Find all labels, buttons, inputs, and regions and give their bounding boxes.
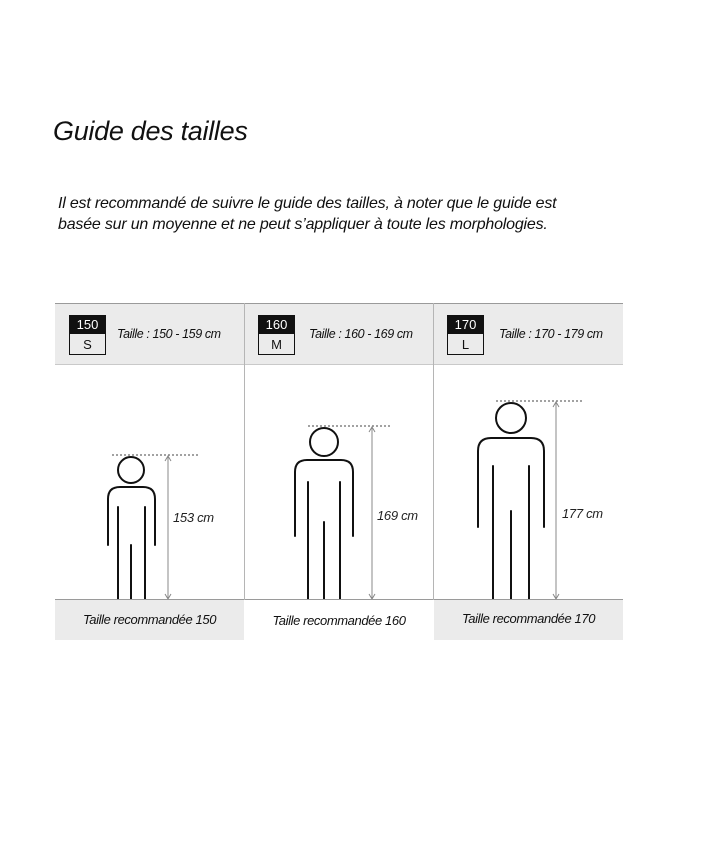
size-range-s: Taille : 150 - 159 cm [117, 327, 221, 341]
size-badge-number: 160 [259, 316, 294, 334]
size-guide-table [55, 303, 623, 640]
size-badge-s [69, 315, 106, 355]
page-title: Guide des tailles [53, 116, 248, 146]
intro-text [58, 193, 658, 235]
size-range-m: Taille : 160 - 169 cm [309, 327, 413, 341]
intro-line-1: Il est recommandé de suivre le guide des tailles, à noter que le guide est [58, 195, 557, 212]
figure-height-label: 177 cm [562, 506, 603, 521]
recommendation-m: Taille recommandée 160 [272, 613, 406, 628]
divider [55, 303, 623, 304]
size-badge-l [447, 315, 484, 355]
height-arrow-icon [496, 401, 582, 599]
size-badge-letter: L [461, 337, 470, 352]
person-silhouette-icon [478, 403, 544, 599]
size-badge-number: 170 [448, 316, 483, 334]
size-badge-letter: M [271, 337, 282, 352]
size-badge-number: 150 [70, 316, 105, 334]
size-badge-letter: S [83, 337, 92, 352]
person-silhouette-icon [295, 428, 353, 599]
person-silhouette-icon [108, 457, 155, 599]
figure-height-label: 169 cm [377, 508, 418, 523]
size-badge-m [258, 315, 295, 355]
recommendation-s: Taille recommandée 150 [55, 600, 244, 640]
recommendation-l: Taille recommandée 170 [434, 600, 623, 640]
figure-height-label: 153 cm [173, 510, 214, 525]
size-range-l: Taille : 170 - 179 cm [499, 327, 603, 341]
intro-line-2: basée sur un moyenne et ne peut s’appliquer à toute les morphologies. [58, 216, 548, 233]
figures-panel [55, 365, 623, 599]
